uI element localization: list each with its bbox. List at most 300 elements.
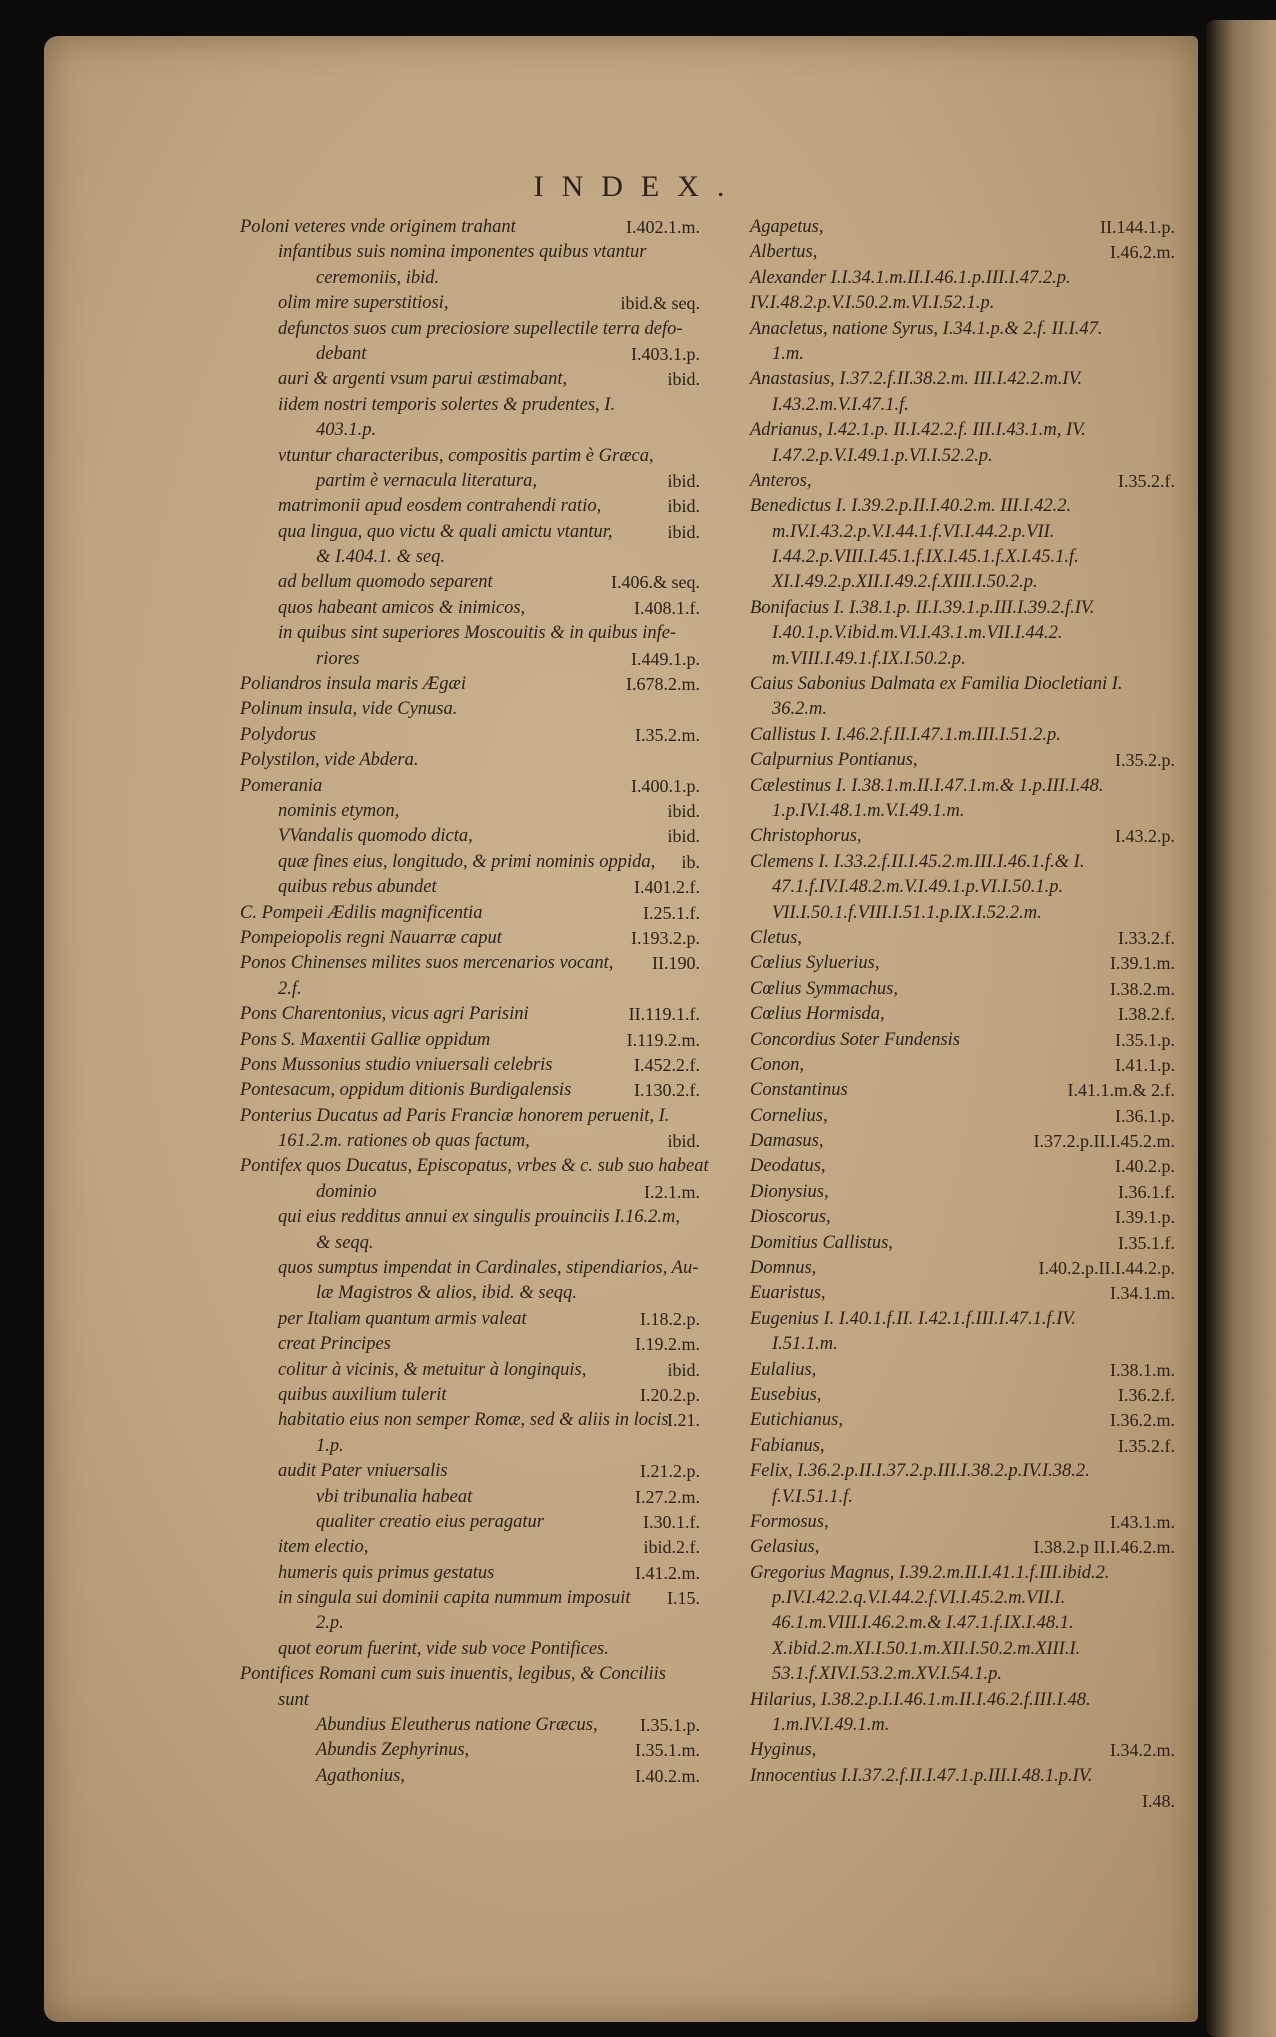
entry-text: Benedictus I. I.39.2.p.II.I.40.2.m. III.I.42.2.	[750, 496, 1072, 517]
index-entry	[750, 647, 1175, 672]
entry-text: Eulalius,	[750, 1359, 817, 1380]
index-entry	[240, 799, 700, 824]
entry-text: Agapetus,	[750, 217, 824, 237]
entry-text: Domnus,	[750, 1258, 817, 1279]
index-entry	[750, 1561, 1175, 1586]
entry-text: Cornelius,	[750, 1105, 828, 1126]
index-entry	[750, 1028, 1175, 1053]
entry-text: Hilarius, I.38.2.p.I.I.46.1.m.II.I.46.2.f.III.I.48.	[750, 1689, 1091, 1710]
index-entry	[750, 342, 1175, 367]
index-entry	[750, 1154, 1175, 1179]
index-entry	[240, 545, 700, 570]
index-entry	[240, 1459, 700, 1484]
index-entry	[750, 1535, 1175, 1560]
entry-text: Pontifices Romani cum suis inuentis, legibus, & Conciliis	[240, 1664, 666, 1685]
index-entry	[750, 444, 1175, 469]
index-entry	[750, 317, 1175, 342]
index-entry	[750, 1256, 1175, 1281]
entry-reference: ibid.2.f.	[643, 1537, 700, 1558]
entry-text: Christophorus,	[750, 826, 862, 847]
index-entry	[240, 850, 700, 875]
entry-reference: I.2.1.m.	[644, 1181, 700, 1202]
entry-text: matrimonii apud eosdem contrahendi ratio,	[278, 496, 602, 517]
index-entry	[750, 1078, 1175, 1103]
index-entry	[750, 824, 1175, 849]
index-entry	[750, 1129, 1175, 1154]
entry-text: Domitius Callistus,	[750, 1232, 893, 1253]
entry-reference: I.35.2.f.	[1118, 1435, 1175, 1456]
entry-reference: I.43.2.p.	[1115, 826, 1175, 847]
index-entry	[240, 1053, 700, 1078]
entry-reference: I.20.2.p.	[640, 1384, 700, 1405]
index-entry	[240, 215, 700, 240]
entry-text: 2.f.	[278, 978, 302, 999]
index-entry	[240, 1180, 700, 1205]
page-header: INDEX.	[533, 170, 743, 203]
index-entry	[240, 596, 700, 621]
entry-text: I.44.2.p.VIII.I.45.1.f.IX.I.45.1.f.X.I.45.1.f.	[772, 547, 1079, 568]
entry-reference: I.35.1.p.	[640, 1715, 700, 1736]
index-entry	[240, 1485, 700, 1510]
entry-text: dominio	[316, 1181, 377, 1202]
entry-reference: ibid.	[667, 470, 700, 491]
entry-text: 46.1.m.VIII.I.46.2.m.& I.47.1.f.IX.I.48.1.	[772, 1613, 1074, 1634]
index-entry	[240, 951, 700, 976]
entry-reference: ibid.	[667, 496, 700, 517]
entry-reference: I.402.1.m.	[626, 217, 700, 237]
entry-text: 2.p.	[316, 1613, 344, 1634]
entry-reference: I.21.	[667, 1410, 700, 1431]
index-entry	[240, 418, 700, 443]
entry-reference: I.40.2.p.II.I.44.2.p.	[1038, 1258, 1175, 1279]
index-entry	[750, 596, 1175, 621]
index-entry	[750, 850, 1175, 875]
index-entry	[750, 1307, 1175, 1332]
entry-text: Pontesacum, oppidum ditionis Burdigalensis	[240, 1080, 572, 1101]
entry-reference: I.119.2.m.	[626, 1029, 700, 1050]
entry-text: 47.1.f.IV.I.48.2.m.V.I.49.1.p.VI.I.50.1.p.	[772, 877, 1064, 898]
entry-text: humeris quis primus gestatus	[278, 1562, 495, 1583]
index-entry	[750, 1383, 1175, 1408]
entry-text: Ponterius Ducatus ad Paris Franciæ honorem peruenit, I.	[240, 1105, 670, 1126]
entry-text: colitur à vicinis, & metuitur à longinquis,	[278, 1359, 587, 1380]
entry-text: Poliandros insula maris Ægæi	[240, 674, 466, 695]
entry-text: per Italiam quantum armis valeat	[278, 1308, 527, 1329]
index-entry	[240, 901, 700, 926]
index-entry	[750, 545, 1175, 570]
index-entry	[240, 1104, 700, 1129]
entry-reference: I.678.2.m.	[626, 674, 700, 695]
entry-reference: I.37.2.p.II.I.45.2.m.	[1033, 1131, 1175, 1152]
entry-text: 161.2.m. rationes ob quas factum,	[278, 1131, 530, 1152]
entry-reference: I.400.1.p.	[631, 775, 700, 796]
entry-text: quot eorum fuerint, vide sub voce Pontifices.	[278, 1638, 609, 1659]
index-entry	[240, 1028, 700, 1053]
index-entry	[750, 393, 1175, 418]
entry-reference: I.408.1.f.	[634, 597, 700, 618]
index-entry	[750, 1002, 1175, 1027]
entry-text: 1.m.IV.I.49.1.m.	[772, 1715, 890, 1736]
index-entry	[750, 215, 1175, 240]
entry-text: Pons S. Maxentii Galliæ oppidum	[240, 1029, 491, 1050]
entry-text: qualiter creatio eius peragatur	[316, 1511, 544, 1532]
entry-text: audit Pater vniuersalis	[278, 1461, 448, 1482]
entry-text: Calpurnius Pontianus,	[750, 750, 918, 771]
index-entry	[240, 494, 700, 519]
index-entry	[240, 240, 700, 265]
entry-text: Hyginus,	[750, 1740, 817, 1761]
index-entry	[750, 1053, 1175, 1078]
index-entry	[750, 1281, 1175, 1306]
index-entry	[750, 1459, 1175, 1484]
index-entry	[240, 1434, 700, 1459]
index-entry	[240, 1307, 700, 1332]
entry-text: Pons Charentonius, vicus agri Parisini	[240, 1004, 529, 1025]
entry-reference: ibid.	[667, 1359, 700, 1380]
entry-text: Constantinus	[750, 1080, 848, 1101]
right-column	[750, 215, 1175, 1815]
index-entry	[750, 570, 1175, 595]
index-entry	[750, 1408, 1175, 1433]
entry-text: Euaristus,	[750, 1283, 826, 1304]
entry-text: Adrianus, I.42.1.p. II.I.42.2.f. III.I.43.1.m, IV.	[750, 420, 1086, 441]
entry-reference: I.406.& seq.	[611, 572, 700, 593]
entry-text: Felix, I.36.2.p.II.I.37.2.p.III.I.38.2.p.IV.I.38.2.	[750, 1461, 1090, 1482]
index-entry	[750, 266, 1175, 291]
index-entry	[240, 1231, 700, 1256]
entry-text: Caius Sabonius Dalmata ex Familia Diocletiani I.	[750, 674, 1123, 695]
entry-text: Anastasius, I.37.2.f.II.38.2.m. III.I.42.2.m.IV.	[750, 369, 1083, 390]
entry-text: nominis etymon,	[278, 800, 400, 821]
index-entry	[240, 697, 700, 722]
entry-text: 1.p.IV.I.48.1.m.V.I.49.1.m.	[772, 800, 965, 821]
index-entry	[240, 1332, 700, 1357]
entry-text: Eugenius I. I.40.1.f.II. I.42.1.f.III.I.47.1.f.IV.	[750, 1308, 1076, 1329]
index-entry	[240, 367, 700, 392]
entry-text: Gregorius Magnus, I.39.2.m.II.I.41.1.f.III.ibid.2.	[750, 1562, 1110, 1583]
entry-text: Eutichianus,	[750, 1410, 844, 1431]
index-entry	[240, 1408, 700, 1433]
index-entry	[240, 1358, 700, 1383]
entry-reference: I.21.2.p.	[640, 1461, 700, 1482]
entry-reference: ib.	[681, 851, 700, 872]
entry-reference: I.25.1.f.	[643, 902, 700, 923]
entry-text: 53.1.f.XIV.I.53.2.m.XV.I.54.1.p.	[772, 1664, 1003, 1685]
entry-text: Pomerania	[240, 775, 323, 796]
entry-reference: I.36.1.p.	[1115, 1105, 1175, 1126]
entry-reference: I.35.1.p.	[1115, 1029, 1175, 1050]
index-entry	[750, 469, 1175, 494]
index-entry	[240, 621, 700, 646]
index-entry	[240, 317, 700, 342]
entry-text: Cœlius Symmachus,	[750, 978, 898, 999]
entry-text: qui eius redditus annui ex singulis prouinciis I.16.2.m,	[278, 1207, 681, 1228]
entry-reference: II.119.1.f.	[628, 1004, 700, 1025]
index-entry	[750, 1611, 1175, 1636]
index-entry	[240, 647, 700, 672]
index-entry	[240, 824, 700, 849]
index-entry	[240, 1688, 700, 1713]
entry-text: Cletus,	[750, 927, 802, 948]
index-entry	[240, 875, 700, 900]
index-entry	[240, 444, 700, 469]
entry-text: sunt	[278, 1689, 309, 1710]
entry-reference: I.38.1.m.	[1110, 1359, 1175, 1380]
entry-text: m.IV.I.43.2.p.V.I.44.1.f.VI.I.44.2.p.VII.	[772, 521, 1055, 542]
index-entry	[750, 926, 1175, 951]
entry-text: & seqq.	[316, 1232, 374, 1253]
index-entry	[750, 1713, 1175, 1738]
entry-text: quæ fines eius, longitudo, & primi nominis oppida,	[278, 851, 656, 872]
entry-text: f.V.I.51.1.f.	[772, 1486, 853, 1507]
index-entry	[750, 672, 1175, 697]
entry-text: partim è vernacula literatura,	[316, 470, 537, 491]
index-entry	[750, 1764, 1175, 1789]
index-entry	[240, 291, 700, 316]
entry-text: XI.I.49.2.p.XII.I.49.2.f.XIII.I.50.2.p.	[772, 572, 1038, 593]
entry-text: IV.I.48.2.p.V.I.50.2.m.VI.I.52.1.p.	[750, 293, 995, 314]
entry-text: Pons Mussonius studio vniuersali celebris	[240, 1054, 553, 1075]
entry-text: Conon,	[750, 1054, 804, 1075]
entry-text: 36.2.m.	[772, 699, 827, 720]
index-entry	[240, 266, 700, 291]
index-entry	[240, 926, 700, 951]
entry-text: quos sumptus impendat in Cardinales, stipendiarios, Au-	[278, 1258, 699, 1279]
entry-reference: I.193.2.p.	[631, 927, 700, 948]
index-entry	[240, 977, 700, 1002]
index-entry	[240, 393, 700, 418]
entry-text: 1.p.	[316, 1435, 344, 1456]
entry-reference: I.38.2.p II.I.46.2.m.	[1033, 1537, 1175, 1558]
entry-text: Eusebius,	[750, 1384, 822, 1405]
entry-reference: I.35.2.p.	[1115, 750, 1175, 771]
index-entry	[750, 494, 1175, 519]
index-entry	[750, 697, 1175, 722]
entry-text: Formosus,	[750, 1511, 829, 1532]
entry-text: item electio,	[278, 1537, 369, 1558]
entry-text: Agathonius,	[316, 1765, 405, 1786]
index-entry	[750, 291, 1175, 316]
entry-reference: I.36.1.f.	[1118, 1181, 1175, 1202]
entry-reference: I.130.2.f.	[634, 1080, 700, 1101]
index-entry	[240, 723, 700, 748]
entry-text: in quibus sint superiores Moscouitis & in quibus infe-	[278, 623, 677, 644]
entry-text: m.VIII.I.49.1.f.IX.I.50.2.p.	[772, 648, 966, 669]
entry-text: I.51.1.m.	[772, 1334, 838, 1355]
index-entry	[750, 1688, 1175, 1713]
entry-text: Innocentius I.I.37.2.f.II.I.47.1.p.III.I.48.1.p.IV.	[750, 1765, 1093, 1786]
index-entry	[240, 1561, 700, 1586]
entry-reference: I.403.1.p.	[631, 343, 700, 364]
entry-reference: I.36.2.f.	[1118, 1384, 1175, 1405]
index-entry	[240, 1611, 700, 1636]
index-entry	[240, 1281, 700, 1306]
index-entry	[240, 1078, 700, 1103]
index-entry	[750, 1586, 1175, 1611]
index-entry	[750, 1104, 1175, 1129]
entry-reference: II.190.	[652, 953, 700, 974]
entry-reference: I.43.1.m.	[1110, 1511, 1175, 1532]
entry-text: Anacletus, natione Syrus, I.34.1.p.& 2.f. II.I.47.	[750, 318, 1103, 339]
entry-text: auri & argenti vsum parui æstimabant,	[278, 369, 568, 390]
index-entry	[240, 1535, 700, 1560]
entry-text: quibus rebus abundet	[278, 877, 437, 898]
index-entry	[750, 875, 1175, 900]
entry-text: Abundius Eleutherus natione Græcus,	[316, 1715, 598, 1736]
index-entry	[240, 1738, 700, 1763]
index-entry	[750, 1485, 1175, 1510]
index-entry	[750, 520, 1175, 545]
index-entry	[240, 1383, 700, 1408]
index-entry	[240, 1637, 700, 1662]
entry-text: C. Pompeii Ædilis magnificentia	[240, 902, 483, 923]
entry-reference: I.41.1.m.& 2.f.	[1067, 1080, 1175, 1101]
entry-text: & I.404.1. & seq.	[316, 547, 445, 568]
entry-text: X.ibid.2.m.XI.I.50.1.m.XII.I.50.2.m.XIII.I.	[772, 1638, 1081, 1659]
entry-text: defunctos suos cum preciosiore supellectile terra defo-	[278, 318, 683, 339]
entry-text: Cœlius Hormisda,	[750, 1004, 885, 1025]
entry-text: Alexander I.I.34.1.m.II.I.46.1.p.III.I.47.2.p.	[750, 267, 1071, 288]
entry-reference: I.40.2.p.	[1115, 1156, 1175, 1177]
index-entry	[750, 621, 1175, 646]
index-entry	[240, 1002, 700, 1027]
entry-text: Fabianus,	[750, 1435, 825, 1456]
entry-text: Dioscorus,	[750, 1207, 831, 1228]
entry-reference: I.40.2.m.	[635, 1765, 700, 1786]
entry-text: Dionysius,	[750, 1181, 829, 1202]
entry-text: ad bellum quomodo separent	[278, 572, 493, 593]
index-entry	[240, 469, 700, 494]
index-entry	[750, 901, 1175, 926]
entry-text: I.47.2.p.V.I.49.1.p.VI.I.52.2.p.	[772, 445, 993, 466]
entry-reference: I.38.2.f.	[1118, 1004, 1175, 1025]
entry-reference: ibid.	[667, 369, 700, 390]
entry-text: Cœlius Syluerius,	[750, 953, 880, 974]
index-entry	[240, 1713, 700, 1738]
entry-text: Damasus,	[750, 1131, 824, 1152]
entry-reference: I.33.2.f.	[1118, 927, 1175, 948]
entry-reference: I.39.1.p.	[1115, 1207, 1175, 1228]
index-entry	[750, 1358, 1175, 1383]
index-entry	[240, 1256, 700, 1281]
entry-text: Deodatus,	[750, 1156, 826, 1177]
entry-text: creat Principes	[278, 1334, 391, 1355]
entry-text: Ponos Chinenses milites suos mercenarios vocant,	[240, 953, 614, 974]
entry-reference: I.34.1.m.	[1110, 1283, 1175, 1304]
index-entry	[750, 774, 1175, 799]
entry-text: I.43.2.m.V.I.47.1.f.	[772, 394, 909, 415]
entry-reference: II.144.1.p.	[1100, 217, 1175, 237]
entry-text: quos habeant amicos & inimicos,	[278, 597, 526, 618]
entry-reference: I.449.1.p.	[631, 648, 700, 669]
entry-text: Concordius Soter Fundensis	[750, 1029, 961, 1050]
index-entry	[750, 951, 1175, 976]
index-entry	[240, 1154, 709, 1179]
index-entry	[240, 1764, 700, 1789]
entry-text: qua lingua, quo victu & quali amictu vtantur,	[278, 521, 613, 542]
entry-text: 1.m.	[772, 343, 804, 364]
entry-reference: ibid.	[667, 521, 700, 542]
entry-text: Albertus,	[750, 242, 818, 263]
entry-text: 403.1.p.	[316, 420, 377, 441]
entry-text: p.IV.I.42.2.q.V.I.44.2.f.VI.I.45.2.m.VII.I.	[772, 1588, 1066, 1609]
entry-text: in singula sui dominii capita nummum imposuit	[278, 1588, 631, 1609]
entry-text: Pompeiopolis regni Nauarræ caput	[240, 927, 502, 948]
index-entry	[750, 1789, 1175, 1814]
index-entry	[240, 342, 700, 367]
entry-reference: I.452.2.f.	[634, 1054, 700, 1075]
entry-reference: I.35.2.m.	[635, 724, 700, 745]
entry-text: debant	[316, 343, 367, 364]
entry-reference: I.41.2.m.	[635, 1562, 700, 1583]
entry-text: Poloni veteres vnde originem trahant	[240, 217, 516, 237]
entry-reference: ibid.	[667, 826, 700, 847]
entry-reference: I.19.2.m.	[635, 1334, 700, 1355]
entry-text: Clemens I. I.33.2.f.II.I.45.2.m.III.I.46.1.f.& I.	[750, 851, 1085, 872]
entry-text: vbi tribunalia habeat	[316, 1486, 473, 1507]
entry-text: Cælestinus I. I.38.1.m.II.I.47.1.m.& 1.p.III.I.48.	[750, 775, 1104, 796]
entry-reference: ibid.& seq.	[620, 293, 700, 314]
entry-text: Callistus I. I.46.2.f.II.I.47.1.m.III.I.51.2.p.	[750, 724, 1061, 745]
entry-text: ceremoniis, ibid.	[316, 267, 440, 288]
entry-reference: I.18.2.p.	[640, 1308, 700, 1329]
index-entry	[750, 723, 1175, 748]
index-entry	[750, 1231, 1175, 1256]
entry-text: Abundis Zephyrinus,	[316, 1740, 470, 1761]
index-entry	[750, 240, 1175, 265]
entry-text: VII.I.50.1.f.VIII.I.51.1.p.IX.I.52.2.m.	[772, 902, 1042, 923]
index-entry	[750, 799, 1175, 824]
index-entry	[240, 520, 700, 545]
index-entry	[750, 1434, 1175, 1459]
entry-text: Bonifacius I. I.38.1.p. II.I.39.1.p.III.I.39.2.f.IV.	[750, 597, 1095, 618]
index-entry	[240, 1205, 700, 1230]
index-entry	[750, 1332, 1175, 1357]
entry-reference: I.39.1.m.	[1110, 953, 1175, 974]
index-entry	[750, 1662, 1175, 1687]
left-column	[240, 215, 709, 1789]
entry-reference: I.35.1.m.	[635, 1740, 700, 1761]
entry-reference: I.15.	[667, 1588, 700, 1609]
entry-text: riores	[316, 648, 360, 669]
entry-reference: I.30.1.f.	[643, 1511, 700, 1532]
next-page-edge	[1206, 20, 1276, 2037]
entry-text: Gelasius,	[750, 1537, 820, 1558]
entry-text: læ Magistros & alios, ibid. & seqq.	[316, 1283, 577, 1304]
entry-text: habitatio eius non semper Romæ, sed & aliis in locis	[278, 1410, 669, 1431]
entry-reference: I.35.1.f.	[1118, 1232, 1175, 1253]
entry-text: iidem nostri temporis solertes & prudentes, I.	[278, 394, 616, 415]
index-entry	[750, 977, 1175, 1002]
index-entry	[240, 748, 700, 773]
index-entry	[240, 1662, 700, 1687]
entry-text: Polydorus	[240, 724, 317, 745]
index-entry	[240, 672, 700, 697]
index-entry	[750, 1637, 1175, 1662]
entry-text: quibus auxilium tulerit	[278, 1384, 447, 1405]
entry-text: olim mire superstitiosi,	[278, 293, 449, 314]
entry-text: Polystilon, vide Abdera.	[240, 750, 419, 771]
entry-text: VVandalis quomodo dicta,	[278, 826, 473, 847]
entry-text: Pontifex quos Ducatus, Episcopatus, vrbes & c. sub suo habeat	[240, 1156, 709, 1177]
entry-reference: I.36.2.m.	[1110, 1410, 1175, 1431]
entry-reference: I.34.2.m.	[1110, 1740, 1175, 1761]
entry-reference: I.41.1.p.	[1115, 1054, 1175, 1075]
entry-reference: I.38.2.m.	[1110, 978, 1175, 999]
index-entry	[750, 1738, 1175, 1763]
index-entry	[240, 1586, 700, 1611]
entry-reference: I.401.2.f.	[634, 877, 700, 898]
